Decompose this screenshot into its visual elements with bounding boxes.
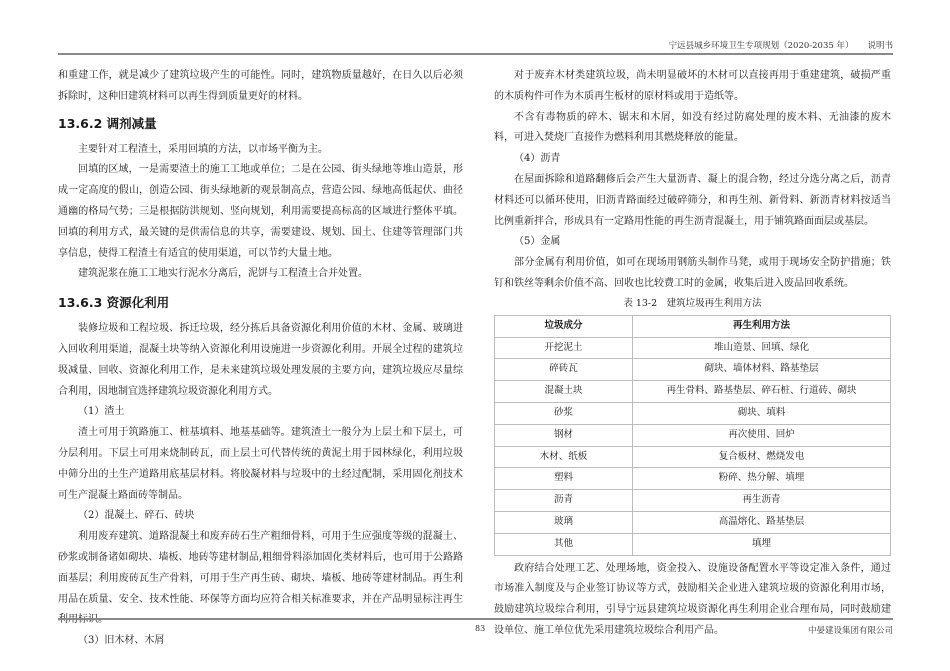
column-header-component: 垃圾成分 [495,315,633,337]
header-rule [58,53,893,55]
table-row [495,424,891,446]
section-heading-13-6-2: 13.6.2 调剂减量 [58,115,157,131]
paragraph: 装修垃圾和工程垃圾、拆迁垃圾，经分拣后具备资源化利用价值的木材、金属、玻璃进入回收利用渠道，混凝土块等纳入资源化利用设施进一步资源化利用。开展全过程的建筑垃圾减量、回收、资源化利用工作，是未来建筑垃圾处理发展的主要方向，建筑垃圾应尽量综合利用，因地制宜选择建筑垃圾资源化利用方式。 [58,323,463,397]
page-number: 83 [475,624,486,633]
table-row [495,337,891,359]
recycling-methods-table [494,315,891,556]
table-cell: 堆山造景、回填、绿化 [633,337,891,359]
paragraph: 渣土可用于筑路施工、桩基填料、地基基础等。建筑渣土一般分为上层土和下层土，可分层利用。下层土可用来烧制砖瓦，而上层土可代替传统的黄泥土用于园林绿化，利用垃圾中筛分出的土生产道路用底基层材料。将胶凝材料与垃圾中的土经过配制，采用固化剂技术可生产混凝土路面砖等制品。 [58,427,463,501]
subheading-residue-soil: （1）渣土 [78,406,125,418]
running-header [669,39,893,51]
right-column [494,66,891,642]
paragraph: 对于废弃木材类建筑垃圾，尚未明显破坏的木材可以直接再用于重建建筑，破损严重的木质构件可作为木质再生板材的原材料或用于造纸等。 [494,70,891,102]
table-cell: 混凝土块 [495,381,633,403]
table-caption: 表 13-2 建筑垃圾再生利用方法 [623,297,762,309]
table-cell: 塑料 [495,468,633,490]
table-cell: 玻璃 [495,511,633,533]
paragraph: 在屋面拆除和道路翻修后会产生大量沥青、凝上的混合物，经过分选分离之后，沥青材料还可以循环使用，旧沥青路面经过破碎筛分，和再生剂、新骨料、新沥青材料按适当比例重新拌合，形成具有一定路用性能的再生沥青混凝土，用于铺筑路面面层或基层。 [494,173,891,227]
table-cell: 砌块、墙体材料、路基垫层 [633,359,891,381]
table-cell: 钢材 [495,424,633,446]
paragraph: 主要针对工程渣土，采用回填的方法，以市场平衡为主。 [78,143,328,155]
table-row [495,490,891,512]
paragraph: 不含有毒物质的碎木、锯末和木屑，如没有经过防腐处理的废木料、无油漆的废木料，可进入焚烧厂直接作为燃料利用其燃烧释放的能量。 [494,111,891,144]
company-name: 中晏建设集团有限公司 [807,626,893,636]
table-cell: 沥青 [495,490,633,512]
table-cell: 开挖泥土 [495,337,633,359]
paragraph: 利用废弃建筑、道路混凝土和废弃砖石生产粗细骨料，可用于生应强度等级的混凝土、砂浆或制备诸如砌块、墙板、地砖等建材制品,粗细骨料添加固化类材料后，也可用于公路路面基层；利用废砖瓦生产骨料，可用于生产再生砖、砌块、墙板、地砖等建材制品。再生利用品在质量、安全、技术性能、环保等方面均应符合相关标准要求，并在产品明显标注再生 [58,531,463,605]
table-cell: 粉碎、热分解、填埋 [633,468,891,490]
header-doc-type: 说明书 [867,41,893,51]
paragraph: 建筑泥浆在施工工地实行泥水分离后，泥饼与工程渣土合并处置。 [78,268,368,280]
subheading-metal: （5）金属 [514,236,561,248]
table-cell: 砂浆 [495,402,633,424]
table-row [495,359,891,381]
table-row [495,511,891,533]
subheading-concrete: （2）混凝土、碎石、砖块 [78,510,195,522]
table-row [495,402,891,424]
table-row [495,446,891,468]
table-cell: 再生骨料、路基垫层、碎石桩、行道砖、砌块 [633,381,891,403]
table-cell: 高温熔化、路基垫层 [633,511,891,533]
table-cell: 再次使用、回炉 [633,424,891,446]
table-row [495,533,891,555]
table-row [495,381,891,403]
table-cell: 复合板材、燃烧发电 [633,446,891,468]
table-row [495,468,891,490]
section-heading-13-6-3: 13.6.3 资源化利用 [58,295,170,311]
table-cell: 砌块、填料 [633,402,891,424]
table-cell: 填埋 [633,533,891,555]
paragraph: 政府结合处理工艺、处理场地，资金投入、设施设备配置水平等设定准入条件，通过市场准入制度及与企业签订协议等方式，鼓励相关企业进入建筑垃圾的资源化利用市场，鼓励建筑垃圾综合利用，引导宁远县建筑垃圾资源化再生利用企业合理布局，同时鼓励建设单位、施工单位优先采用建筑垃圾综合利用产品。 [494,562,891,636]
subheading-wood: （3）旧木材、木屑 [78,635,165,647]
table-cell: 木材、纸板 [495,446,633,468]
table-cell: 其他 [495,533,633,555]
table-cell: 再生沥青 [633,490,891,512]
header-title: 宁远县城乡环境卫生专项规划（2020-2035 年） [668,41,854,51]
paragraph: 回填的区域，一是需要渣土的施工工地或单位；二是在公园、街头绿地等堆山造景，形成一定高度的假山，创造公园、街头绿地新的观景制高点，营造公园、绿地高低起伏、曲径通幽的格局气势；三是根据防洪规划、竖向规划，利用需要提高标高的区域进行整体平填。回填的利用方式，最关键的是供需信息的共享，需要建设、规划、国土、住建等管理部门共享信息，使得工程渣土有适宜的使用渠道，可以节约大量土地。 [58,164,463,259]
left-column [58,66,463,652]
table-cell: 碎砖瓦 [495,359,633,381]
subheading-asphalt: （4）沥青 [514,153,561,165]
paragraph: 部分金属有利用价值，如可在现场用钢筋头制作马凳，或用于现场安全防护措施；铁钉和铁丝等剩余价值不高、回收也比较费工时的金属，收集后进入废品回收系统。 [494,257,891,289]
paragraph: 和重建工作，就是减少了建筑垃圾产生的可能性。同时，建筑物质量越好，在日久以后必须拆除时，这种旧建筑材料可以再生得到质量更好的材料。 [58,70,463,102]
table-header-row [495,315,891,337]
footer-rule [58,618,893,620]
column-header-method: 再生利用方法 [633,315,891,337]
